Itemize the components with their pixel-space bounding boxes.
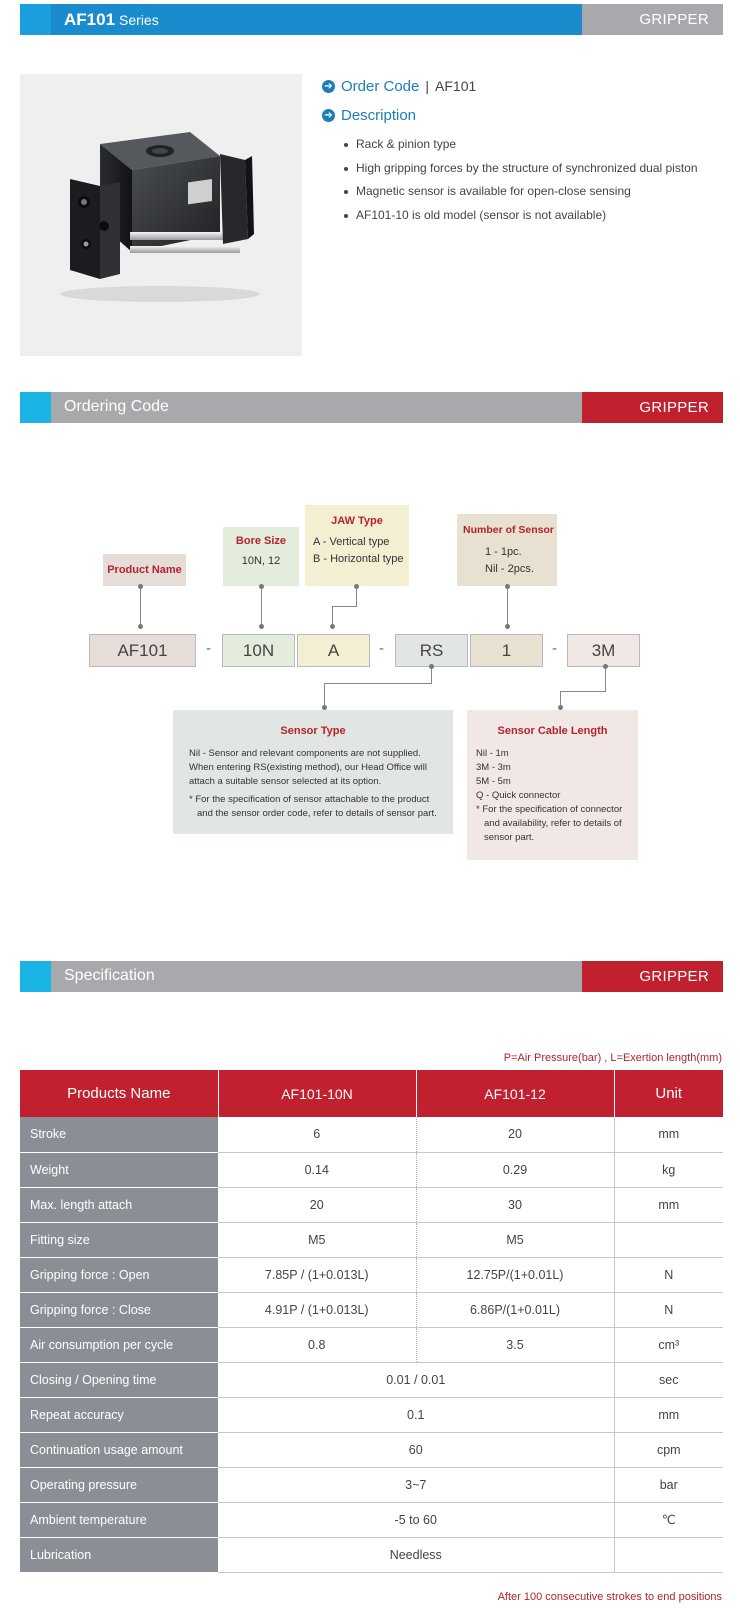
table-row [20, 1327, 723, 1362]
order-code-value: AF101 [435, 78, 477, 94]
description-label: Description [341, 106, 417, 124]
cell-common: 3~7 [218, 1467, 614, 1502]
cell-af101-10n: 4.91P / (1+0.013L) [218, 1292, 416, 1327]
column-header: Unit [614, 1070, 723, 1117]
row-label: Fitting size [20, 1222, 218, 1257]
cable-length-box [467, 710, 638, 860]
row-label: Air consumption per cycle [20, 1327, 218, 1362]
code-dash: - [552, 640, 557, 657]
row-label: Repeat accuracy [20, 1397, 218, 1432]
table-row [20, 1222, 723, 1257]
list-item: Magnetic sensor is available for open-close sensing [344, 180, 722, 204]
table-row [20, 1467, 723, 1502]
box-text: * For the specification of connector [476, 804, 623, 815]
row-label: Max. length attach [20, 1187, 218, 1222]
cell-unit: N [614, 1292, 723, 1327]
table-header-row [20, 1070, 723, 1117]
jaw-type-box [305, 505, 409, 586]
code-cable: 3M [567, 634, 640, 667]
cell-unit: sec [614, 1362, 723, 1397]
list-item: AF101-10 is old model (sensor is not available) [344, 204, 722, 228]
cell-af101-12: 0.29 [416, 1152, 614, 1187]
series-header [20, 4, 723, 35]
cell-af101-12: 12.75P/(1+0.01L) [416, 1257, 614, 1292]
code-dash: - [206, 640, 211, 657]
box-text: and availability, refer to details of [484, 818, 622, 829]
table-row [20, 1117, 723, 1152]
order-code-label: Order Code [341, 77, 420, 95]
box-text: attach a suitable sensor selected at its option. [189, 776, 382, 787]
header-accent [20, 392, 51, 423]
header-accent [20, 961, 51, 992]
series-model: AF101 [64, 10, 116, 29]
box-text: Nil - 2pcs. [485, 563, 534, 575]
row-label: Closing / Opening time [20, 1362, 218, 1397]
bore-size-box [223, 527, 299, 586]
row-label: Gripping force : Open [20, 1257, 218, 1292]
box-title: Product Name [107, 564, 182, 576]
code-bore: 10N [222, 634, 295, 667]
code-dash: - [379, 640, 384, 657]
section-title: Specification [64, 967, 155, 984]
formula-note: P=Air Pressure(bar) , L=Exertion length(mm) [503, 1052, 722, 1064]
table-row [20, 1397, 723, 1432]
table-row [20, 1537, 723, 1572]
row-label: Lubrication [20, 1537, 218, 1572]
cell-unit: mm [614, 1117, 723, 1152]
product-info [322, 74, 722, 227]
cell-unit: cpm [614, 1432, 723, 1467]
description-row [322, 103, 722, 127]
column-header: AF101-10N [218, 1070, 416, 1117]
box-title: JAW Type [331, 515, 383, 527]
table-row [20, 1362, 723, 1397]
box-text: 5M - 5m [476, 776, 511, 787]
cell-unit: cm³ [614, 1327, 723, 1362]
category-tag: GRIPPER [639, 399, 709, 416]
code-sensor-type: RS [395, 634, 468, 667]
cell-unit [614, 1537, 723, 1572]
box-text: * For the specification of sensor attachable to the product [189, 794, 430, 805]
column-header: Products Name [20, 1070, 218, 1117]
box-text: Nil - Sensor and relevant components are not supplied. [189, 748, 421, 759]
cell-unit: mm [614, 1397, 723, 1432]
cell-unit: ℃ [614, 1502, 723, 1537]
cell-common: 0.01 / 0.01 [218, 1362, 614, 1397]
row-label: Gripping force : Close [20, 1292, 218, 1327]
cell-unit [614, 1222, 723, 1257]
category-tag: GRIPPER [639, 11, 709, 28]
cell-af101-10n: 6 [218, 1117, 416, 1152]
product-image [20, 74, 302, 356]
category-tag: GRIPPER [639, 968, 709, 985]
table-row [20, 1432, 723, 1467]
cell-af101-10n: 0.14 [218, 1152, 416, 1187]
cell-af101-12: 3.5 [416, 1327, 614, 1362]
box-text: 3M - 3m [476, 762, 511, 773]
table-row [20, 1152, 723, 1187]
table-row [20, 1257, 723, 1292]
list-item: High gripping forces by the structure of synchronized dual piston [344, 157, 722, 181]
box-text: B - Horizontal type [313, 553, 404, 565]
box-text: 1 - 1pc. [485, 546, 522, 558]
cell-common: Needless [218, 1537, 614, 1572]
cell-af101-10n: 7.85P / (1+0.013L) [218, 1257, 416, 1292]
arrow-circle-icon: ➔ [322, 80, 335, 93]
row-label: Ambient temperature [20, 1502, 218, 1537]
box-title: Sensor Cable Length [497, 725, 608, 737]
product-name-box [103, 554, 186, 586]
row-label: Continuation usage amount [20, 1432, 218, 1467]
cell-af101-10n: 0.8 [218, 1327, 416, 1362]
box-text: sensor part. [484, 832, 535, 843]
table-row [20, 1502, 723, 1537]
specification-header [20, 961, 723, 992]
box-text: 10N, 12 [241, 555, 281, 567]
row-label: Weight [20, 1152, 218, 1187]
sensor-type-box [173, 710, 453, 834]
cell-af101-10n: M5 [218, 1222, 416, 1257]
section-title: Ordering Code [64, 398, 169, 415]
column-header: AF101-12 [416, 1070, 614, 1117]
box-title: Number of Sensor [463, 524, 555, 536]
row-label: Operating pressure [20, 1467, 218, 1502]
order-code-row [322, 74, 722, 98]
specification-table [20, 1070, 723, 1573]
cell-unit: mm [614, 1187, 723, 1222]
box-text: Q - Quick connector [476, 790, 561, 801]
code-sensor-count: 1 [470, 634, 543, 667]
table-row [20, 1292, 723, 1327]
header-accent [20, 4, 51, 35]
box-title: Bore Size [235, 535, 287, 547]
series-label: Series [119, 12, 159, 28]
footnote: After 100 consecutive strokes to end positions [497, 1591, 722, 1603]
table-row [20, 1187, 723, 1222]
code-product: AF101 [89, 634, 196, 667]
cell-common: 0.1 [218, 1397, 614, 1432]
box-text: When entering RS(existing method), our Head Office will [189, 762, 427, 773]
series-title [64, 10, 159, 30]
cell-af101-12: M5 [416, 1222, 614, 1257]
code-jaw: A [297, 634, 370, 667]
box-text: Nil - 1m [476, 748, 509, 759]
cell-unit: N [614, 1257, 723, 1292]
list-item: Rack & pinion type [344, 133, 722, 157]
arrow-circle-icon: ➔ [322, 109, 335, 122]
cell-common: -5 to 60 [218, 1502, 614, 1537]
row-label: Stroke [20, 1117, 218, 1152]
cell-af101-12: 30 [416, 1187, 614, 1222]
box-text: A - Vertical type [313, 536, 390, 548]
box-title: Sensor Type [280, 725, 346, 737]
order-code-separator: | [425, 78, 430, 94]
ordering-code-header [20, 392, 723, 423]
number-of-sensor-box [457, 514, 557, 586]
gripper-illustration [20, 74, 302, 356]
cell-af101-12: 6.86P/(1+0.01L) [416, 1292, 614, 1327]
cell-common: 60 [218, 1432, 614, 1467]
box-text: and the sensor order code, refer to details of sensor part. [197, 808, 437, 819]
cell-unit: bar [614, 1467, 723, 1502]
description-list [344, 133, 722, 227]
cell-af101-12: 20 [416, 1117, 614, 1152]
cell-unit: kg [614, 1152, 723, 1187]
cell-af101-10n: 20 [218, 1187, 416, 1222]
